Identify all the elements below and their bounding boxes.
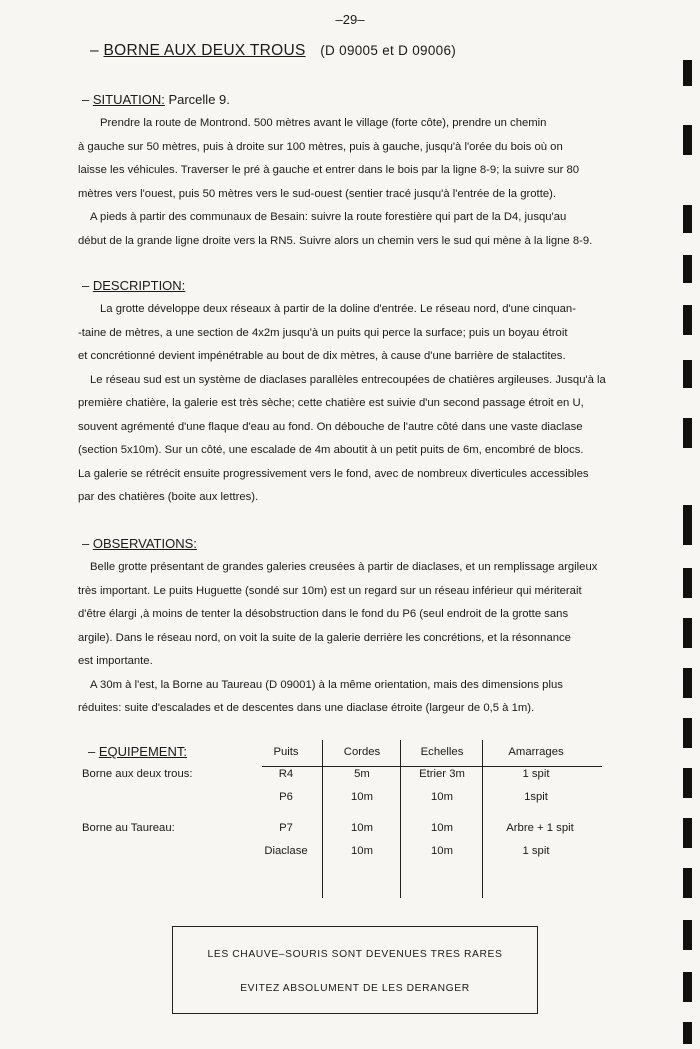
table-cell: 1spit <box>524 791 548 803</box>
table-cell: R4 <box>278 768 294 780</box>
column-header-echelles: Echelles <box>420 746 464 758</box>
observations-heading-row: – OBSERVATIONS: <box>82 536 197 551</box>
table-cell: P6 <box>279 791 293 803</box>
text-line: mètres vers l'ouest, puis 50 mètres vers le sud-ouest (sentier tracé jusqu'à l'entrée de la grotte). <box>78 187 557 200</box>
text-line: est importante. <box>78 655 153 667</box>
table-cell: Etrier 3m <box>419 768 465 780</box>
binder-mark <box>683 718 692 748</box>
table-divider <box>322 740 323 898</box>
table-cell: 5m <box>354 768 370 780</box>
observations-text <box>78 556 638 721</box>
equipement-heading: EQUIPEMENT: <box>98 744 187 759</box>
table-header-rule <box>262 766 602 767</box>
table-cell: 1 spit <box>522 845 550 857</box>
page-number: –29– <box>335 12 365 27</box>
binder-mark <box>683 768 692 798</box>
text-line: début de la grande ligne droite vers la RN5. Suivre alors un chemin vers le sud qui mène à la ligne 8-9. <box>78 234 593 247</box>
text-line: argile). Dans le réseau nord, on voit la suite de la galerie derrière les concrétions, et la résonnance <box>78 631 571 644</box>
table-cell: 10m <box>351 791 373 803</box>
situation-heading-row: – SITUATION: Parcelle 9. <box>82 92 230 107</box>
binder-mark <box>683 418 692 448</box>
row-label: Borne au Taureau: <box>82 822 175 834</box>
column-header-amarrages: Amarrages <box>508 746 564 758</box>
table-divider <box>482 740 483 898</box>
text-line: d'être élargi ,à moins de tenter la désobstruction dans le fond du P6 (seul endroit de la grotte sans <box>78 608 569 620</box>
title-codes: (D 09005 et D 09006) <box>320 43 457 58</box>
notice-line-1: LES CHAUVE–SOURIS SONT DEVENUES TRES RARES <box>207 949 503 960</box>
binder-mark <box>683 125 692 155</box>
text-line: A pieds à partir des communaux de Besain: suivre la route forestière qui part de la D4, jusqu'au <box>90 211 567 223</box>
binder-mark <box>683 868 692 898</box>
notice-box <box>172 926 538 1014</box>
binder-mark <box>683 568 692 598</box>
table-cell: 10m <box>351 822 373 834</box>
column-header-cordes: Cordes <box>343 746 381 758</box>
text-line: très important. Le puits Huguette (sondé sur 10m) est un regard sur un réseau inférieur qui mériterait <box>78 584 582 597</box>
text-line: et concrétionné devient impénétrable au bout de dix mètres, à cause d'une barrière de stalactites. <box>78 350 566 362</box>
text-line: par des chatières (boite aux lettres). <box>78 491 259 503</box>
text-line: La grotte développe deux réseaux à partir de la doline d'entrée. Le réseau nord, d'une cinquan- <box>100 303 576 315</box>
table-cell: 10m <box>431 822 453 834</box>
binder-mark <box>683 60 692 86</box>
table-cell: 1 spit <box>522 768 550 780</box>
situation-text <box>78 112 638 253</box>
table-cell: 10m <box>431 845 453 857</box>
description-text <box>78 298 638 510</box>
table-divider <box>400 740 401 898</box>
text-line: (section 5x10m). Sur un côté, une escalade de 4m aboutit à un petit puits de 6m, encombré de blocs. <box>78 444 584 456</box>
binder-mark <box>683 668 692 698</box>
text-line: à gauche sur 50 mètres, puis à droite sur 100 mètres, puis à gauche, jusqu'à l'orée du bois où on <box>78 140 563 153</box>
text-line: A 30m à l'est, la Borne au Taureau (D 09001) à la même orientation, mais des dimensions plus <box>90 678 563 691</box>
observations-heading: OBSERVATIONS: <box>92 536 197 551</box>
table-cell: 10m <box>351 845 373 857</box>
binder-mark <box>683 972 692 1002</box>
notice-line-2: EVITEZ ABSOLUMENT DE LES DERANGER <box>240 983 470 994</box>
title-dash: – <box>90 42 99 59</box>
text-line: Le réseau sud est un système de diaclases parallèles entrecoupées de chatières argileuses. Jusqu'à la <box>90 373 606 386</box>
table-cell: 10m <box>431 791 453 803</box>
table-cell: Arbre + 1 spit <box>506 822 574 834</box>
binder-mark <box>683 505 692 545</box>
binder-mark <box>683 305 692 335</box>
binder-mark <box>683 920 692 950</box>
binder-mark <box>683 1022 692 1044</box>
situation-value: Parcelle 9. <box>168 92 230 107</box>
table-cell: P7 <box>279 822 293 834</box>
binder-mark <box>683 360 692 388</box>
title-main: BORNE AUX DEUX TROUS <box>103 42 306 59</box>
text-line: première chatière, la galerie est très sèche; cette chatière est suivie d'un second passage étroit en U, <box>78 397 584 409</box>
text-line: réduites: suite d'escalades et de descentes dans une diaclase étroite (largeur de 0,5 à 1m). <box>78 702 535 714</box>
description-heading: DESCRIPTION: <box>92 278 186 293</box>
text-line: La galerie se rétrécit ensuite progressivement vers le fond, avec de nombreux diverticules accessibles <box>78 467 589 480</box>
situation-heading: SITUATION: <box>92 92 165 107</box>
binder-mark <box>683 818 692 848</box>
equipement-heading-row: – EQUIPEMENT: <box>88 744 187 759</box>
row-label: Borne aux deux trous: <box>82 768 193 780</box>
column-header-puits: Puits <box>273 746 299 758</box>
text-line: souvent agrémenté d'une flaque d'eau au fond. On débouche de l'autre côté dans une vaste diaclase <box>78 420 583 433</box>
binder-mark <box>683 618 692 648</box>
page-title <box>90 42 456 60</box>
text-line: Belle grotte présentant de grandes galeries creusées à partir de diaclases, et un remplissage argileux <box>90 561 598 573</box>
text-line: Prendre la route de Montrond. 500 mètres avant le village (forte côte), prendre un chemin <box>100 117 547 129</box>
description-heading-row: – DESCRIPTION: <box>82 278 186 293</box>
binder-mark <box>683 205 692 233</box>
text-line: laisse les véhicules. Traverser le pré à gauche et entrer dans le bois par la ligne 8-9; la suivre sur 80 <box>78 164 580 176</box>
binder-mark <box>683 255 692 283</box>
text-line: -taine de mètres, a une section de 4x2m jusqu'à un puits qui perce la surface; puis un boyau étroit <box>78 326 568 339</box>
table-cell: Diaclase <box>264 845 308 857</box>
